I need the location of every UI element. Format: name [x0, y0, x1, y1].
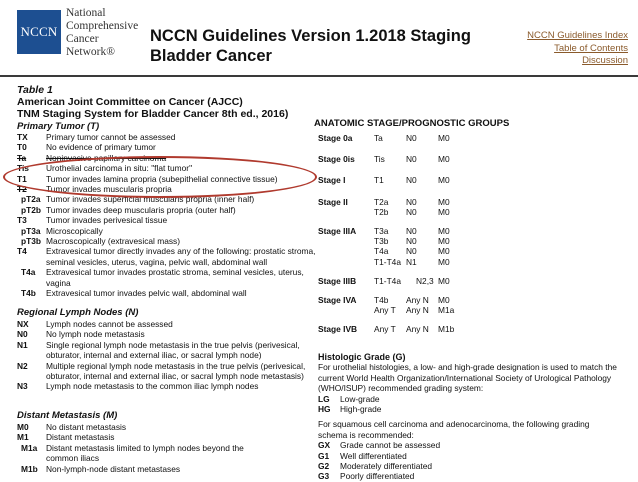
- list-item: [17, 174, 316, 184]
- m-cell: M0: [438, 295, 450, 306]
- list-item: [318, 461, 618, 471]
- desc: Tumor invades deep muscularis propria (outer half): [46, 204, 236, 215]
- desc: Noninvasive papillary carcinoma: [46, 152, 167, 163]
- list-item: [318, 471, 618, 481]
- code: T2: [17, 184, 27, 195]
- list-item: [17, 422, 316, 432]
- code: G1: [318, 450, 330, 461]
- desc: Tumor invades perivesical tissue: [46, 215, 168, 226]
- desc: Lymph node metastasis to the common iliac lymph nodes: [46, 381, 259, 392]
- t-cell: T1-T4a: [374, 275, 401, 286]
- n-cell: N2,3: [416, 275, 434, 286]
- list-item: [318, 404, 618, 414]
- n-cell: N1: [406, 256, 417, 267]
- list-item: [17, 464, 316, 474]
- n-cell: N0: [406, 206, 417, 217]
- m-cell: M0: [438, 246, 450, 257]
- logo-wordmark: [66, 7, 138, 59]
- code: Ta: [17, 152, 27, 163]
- t-cell: Ta: [374, 133, 383, 143]
- desc: Single regional lymph node metastasis in the true pelvis (perivesical, obturator, internal and external iliac, or sacral lymph node): [46, 339, 300, 361]
- table-org: American Joint Committee on Cancer (AJCC): [17, 96, 243, 108]
- desc: Urothelial carcinoma in situ: "flat tumor": [46, 163, 193, 174]
- stage-name: Stage 0is: [318, 154, 355, 165]
- logo-word: National: [66, 7, 106, 19]
- m-cell: M0: [438, 175, 450, 186]
- stage-group: [318, 295, 468, 315]
- nccn-logo: NCCN: [17, 10, 61, 54]
- code: T4: [17, 246, 27, 257]
- list-item: [17, 215, 316, 225]
- n-cell: Any N: [406, 305, 429, 316]
- code: pT2a: [21, 194, 41, 205]
- code: T3: [17, 215, 27, 226]
- desc: Tumor invades lamina propria (subepithelial connective tissue): [46, 173, 278, 184]
- header-divider: [0, 75, 638, 77]
- desc: Extravesical tumor directly invades any of the following: prostatic stroma, seminal vesicles, uterus, vagina, pelvic wall, abdominal wall: [46, 246, 316, 267]
- code: pT3b: [21, 236, 42, 247]
- stage-group: [318, 197, 468, 217]
- m-cell: M0: [438, 133, 450, 143]
- code: pT2b: [21, 204, 42, 215]
- m-cell: M0: [438, 154, 450, 165]
- code: M1a: [21, 442, 38, 453]
- table-system: TNM Staging System for Bladder Cancer 8th ed., 2016): [17, 108, 289, 120]
- list-item: [318, 451, 618, 461]
- desc: Tumor invades superficial muscularis propria (inner half): [46, 194, 255, 205]
- title-line: NCCN Guidelines Version 1.2018 Staging: [150, 27, 471, 45]
- desc: Extravesical tumor invades prostatic stroma, seminal vesicles, uterus, vagina: [46, 267, 304, 288]
- n-cell: N0: [406, 226, 417, 237]
- logo-word: Comprehensive: [66, 20, 139, 32]
- guidelines-index-link[interactable]: NCCN Guidelines Index: [527, 30, 628, 41]
- code: TX: [17, 132, 28, 142]
- desc: Multiple regional lymph node metastasis in the true pelvis (perivesical, obturator, internal and external iliac, or sacral lymph node metastasis): [46, 360, 306, 382]
- code: T4a: [21, 267, 36, 278]
- list-item: [17, 361, 316, 382]
- code: HG: [318, 404, 331, 415]
- t-cell: Any T: [374, 324, 396, 335]
- stage-name: Stage IVB: [318, 324, 358, 335]
- histologic-grade-heading: Histologic Grade (G): [318, 352, 406, 362]
- lymph-nodes-heading: Regional Lymph Nodes (N): [17, 307, 139, 318]
- primary-tumor-heading: Primary Tumor (T): [17, 121, 100, 132]
- list-item: [17, 142, 316, 152]
- code: N3: [17, 381, 28, 392]
- t-cell: T2a: [374, 196, 389, 207]
- list-item: [17, 432, 316, 442]
- stage-groups-heading: ANATOMIC STAGE/PROGNOSTIC GROUPS: [314, 118, 510, 129]
- table-heading: [17, 84, 288, 120]
- desc: Microscopically: [46, 225, 103, 236]
- list-item: [17, 381, 316, 391]
- desc: Distant metastasis: [46, 432, 115, 443]
- code: G3: [318, 471, 330, 482]
- list-item: [17, 340, 316, 361]
- list-item: [17, 153, 316, 163]
- desc: High-grade: [340, 404, 382, 415]
- stage-name: Stage IIIA: [318, 226, 357, 237]
- stage-name: Stage II: [318, 196, 348, 207]
- t-cell: T1-T4a: [374, 256, 401, 267]
- list-item: [17, 236, 316, 246]
- list-item: [318, 440, 618, 450]
- desc: No evidence of primary tumor: [46, 142, 156, 153]
- list-item: [17, 163, 316, 173]
- desc: No lymph node metastasis: [46, 329, 145, 340]
- t-cell: T4a: [374, 246, 389, 257]
- code: M1: [17, 432, 29, 443]
- m-cell: M0: [438, 236, 450, 247]
- list-item: [318, 394, 618, 404]
- stage-name: Stage 0a: [318, 133, 353, 143]
- m-cell: M0: [438, 226, 450, 237]
- code: LG: [318, 393, 330, 404]
- t-cell: T1: [374, 175, 384, 186]
- distant-metastasis-list: [17, 422, 316, 474]
- t-cell: Tis: [374, 154, 385, 165]
- desc: Macroscopically (extravesical mass): [46, 236, 181, 247]
- code: N0: [17, 329, 28, 340]
- primary-tumor-list: [17, 132, 316, 299]
- m-cell: M0: [438, 275, 450, 286]
- desc: Low-grade: [340, 393, 380, 404]
- desc: Tumor invades muscularis propria: [46, 184, 172, 195]
- stage-name: Stage I: [318, 175, 346, 186]
- desc: Lymph nodes cannot be assessed: [46, 319, 173, 329]
- stage-groups: [318, 133, 468, 345]
- t-cell: T3a: [374, 226, 389, 237]
- stage-name: Stage IIIB: [318, 275, 357, 286]
- m-cell: M1a: [438, 305, 455, 316]
- stage-group: [318, 226, 468, 267]
- n-cell: N0: [406, 196, 417, 207]
- code: M1b: [21, 463, 38, 474]
- histologic-grade: [318, 352, 618, 482]
- desc: Primary tumor cannot be assessed: [46, 132, 176, 142]
- histologic-intro: For urothelial histologies, a low- and high-grade designation is used to match the current World Health Organization/International Society of Urological Pathology (WHO/ISUP) recommended grading system:: [318, 362, 617, 394]
- desc: Poorly differentiated: [340, 471, 415, 482]
- code: N1: [17, 339, 28, 350]
- code: pT3a: [21, 225, 41, 236]
- lymph-nodes-list: [17, 319, 316, 392]
- table-label: Table 1: [17, 84, 53, 96]
- code: T4b: [21, 288, 36, 299]
- t-cell: Any T: [374, 305, 396, 316]
- n-cell: N0: [406, 236, 417, 247]
- list-item: [17, 443, 316, 464]
- code: G2: [318, 461, 330, 472]
- code: T0: [17, 142, 27, 153]
- logo-word: Network®: [66, 46, 115, 58]
- stage-group: [318, 276, 468, 286]
- table-of-contents-link[interactable]: Table of Contents: [554, 42, 628, 54]
- page-title: [150, 26, 471, 66]
- m-cell: M0: [438, 256, 450, 267]
- t-cell: T2b: [374, 206, 389, 217]
- code: NX: [17, 319, 29, 329]
- stage-group: [318, 324, 468, 334]
- code: GX: [318, 440, 331, 451]
- desc: Extravesical tumor invades pelvic wall, abdominal wall: [46, 288, 247, 299]
- list-item: [17, 194, 316, 204]
- code: T1: [17, 173, 27, 184]
- stage-group: [318, 133, 468, 143]
- list-item: [17, 132, 316, 142]
- n-cell: Any N: [406, 295, 429, 306]
- desc: Grade cannot be assessed: [340, 440, 441, 451]
- list-item: [17, 267, 316, 288]
- t-cell: T4b: [374, 295, 389, 306]
- logo-word: Cancer: [66, 33, 99, 45]
- list-item: [17, 205, 316, 215]
- stage-group: [318, 154, 468, 164]
- list-item: [17, 246, 316, 267]
- title-line: Bladder Cancer: [150, 47, 272, 65]
- n-cell: N0: [406, 246, 417, 257]
- desc: Moderately differentiated: [340, 461, 433, 472]
- desc: Distant metastasis limited to lymph nodes beyond the common iliacs: [46, 442, 244, 464]
- n-cell: N0: [406, 154, 417, 165]
- t-cell: T3b: [374, 236, 389, 247]
- code: Tis: [17, 163, 29, 174]
- list-item: [17, 288, 316, 298]
- histologic-intro-2: For squamous cell carcinoma and adenocarcinoma, the following grading schema is recommended:: [318, 419, 590, 440]
- desc: No distant metastasis: [46, 422, 127, 432]
- nav-links: [527, 30, 628, 68]
- m-cell: M1b: [438, 324, 455, 335]
- distant-metastasis-heading: Distant Metastasis (M): [17, 410, 118, 421]
- discussion-link[interactable]: Discussion: [582, 55, 628, 66]
- desc: Non-lymph-node distant metastases: [46, 463, 181, 474]
- code: M0: [17, 422, 29, 432]
- desc: Well differentiated: [340, 450, 407, 461]
- stage-group: [318, 175, 468, 185]
- m-cell: M0: [438, 196, 450, 207]
- n-cell: N0: [406, 133, 417, 143]
- m-cell: M0: [438, 206, 450, 217]
- n-cell: Any N: [406, 324, 429, 335]
- list-item: [17, 226, 316, 236]
- n-cell: N0: [406, 175, 417, 186]
- code: N2: [17, 360, 28, 371]
- list-item: [17, 319, 316, 329]
- stage-name: Stage IVA: [318, 295, 357, 306]
- list-item: [17, 184, 316, 194]
- list-item: [17, 329, 316, 339]
